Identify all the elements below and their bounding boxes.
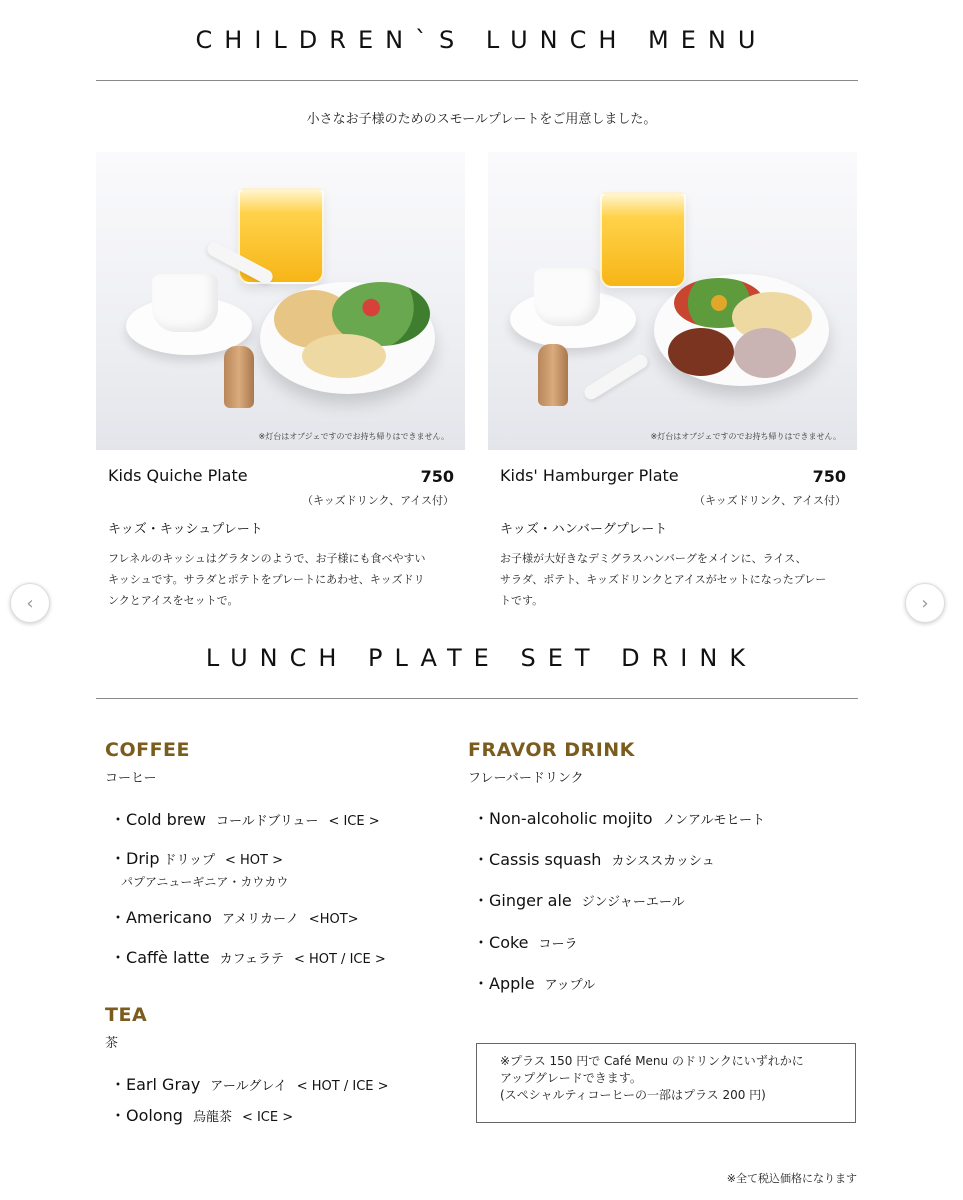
tax-note: ※全て税込価格になります [726,1172,857,1185]
pepper-mill-shape [224,346,254,408]
juice-glass-shape [600,192,686,288]
divider [96,698,858,699]
prev-slide-button[interactable] [10,583,50,623]
page-title: CHILDREN`S LUNCH MENU [195,26,768,54]
drink-item: ・Oolong 烏龍茶 < ICE > [110,1106,294,1125]
divider [96,80,858,81]
item-description: お子様が大好きなデミグラスハンバーグをメインに、ライス、 サラダ、ポテト、キッズドリンクとアイスがセットになったプレー トです。 [500,552,827,607]
kids-hamburger-photo [488,152,857,450]
flavor-heading: FRAVOR DRINK [468,739,635,761]
hamburger-shape [668,328,734,376]
item-name-jp: キッズ・ハンバーグプレート [500,522,668,537]
drink-origin: パプアニューギニア・カウカウ [121,875,289,889]
intro-text: 小さなお子様のためのスモールプレートをご用意しました。 [306,112,657,127]
photo-note: ※灯台はオブジェですのでお持ち帰りはできません。 [650,432,841,441]
next-slide-button[interactable] [905,583,945,623]
drink-item: ・Cassis squash カシススカッシュ [473,850,715,869]
drink-item: ・Cold brew コールドブリュー < ICE > [110,810,380,829]
item-name-jp: キッズ・キッシュプレート [108,522,263,537]
soup-cup-shape [534,268,600,326]
tea-heading: TEA [105,1004,148,1026]
soup-cup-shape [152,274,218,332]
tea-heading-jp: 茶 [105,1036,119,1051]
drink-item: ・Caffè latte カフェラテ < HOT / ICE > [110,948,386,967]
pepper-mill-shape [538,344,568,406]
section-title: LUNCH PLATE SET DRINK [205,644,758,672]
drink-item: ・Drip ドリップ < HOT > [110,849,283,868]
photo-note: ※灯台はオブジェですのでお持ち帰りはできません。 [258,432,449,441]
item-includes: （キッズドリンク、アイス付） [693,494,846,507]
item-price: 750 [420,467,454,486]
drink-item: ・Coke コーラ [473,933,578,952]
rice-shape [734,328,796,378]
coffee-heading-jp: コーヒー [105,771,157,786]
chevron-right-icon: › [921,592,929,614]
coffee-heading: COFFEE [105,739,191,761]
item-description: フレネルのキッシュはグラタンのようで、お子様にも食べやすい キッシュです。サラダとポテトをプレートにあわせ、キッズドリ ンクとアイスをセットで。 [108,552,426,607]
chevron-left-icon: ‹ [26,592,34,614]
potato-shape [302,334,386,378]
drink-item: ・Americano アメリカーノ <HOT> [110,908,359,927]
drink-item: ・Non-alcoholic mojito ノンアルモヒート [473,809,766,828]
upgrade-note-box: ※プラス 150 円で Café Menu のドリンクにいずれかに アップグレードできます。 (スペシャルティコーヒーの一部はプラス 200 円) [476,1043,856,1123]
drink-item: ・Ginger ale ジンジャーエール [473,891,685,910]
item-includes: （キッズドリンク、アイス付） [301,494,454,507]
skillet-handle-shape [582,352,650,402]
item-name: Kids' Hamburger Plate [500,466,679,485]
item-name: Kids Quiche Plate [108,466,248,485]
drink-item: ・Earl Gray アールグレイ < HOT / ICE > [110,1075,389,1094]
drink-item: ・Apple アップル [473,974,596,993]
item-price: 750 [812,467,846,486]
flavor-heading-jp: フレーバードリンク [468,771,584,786]
kids-quiche-photo [96,152,465,450]
